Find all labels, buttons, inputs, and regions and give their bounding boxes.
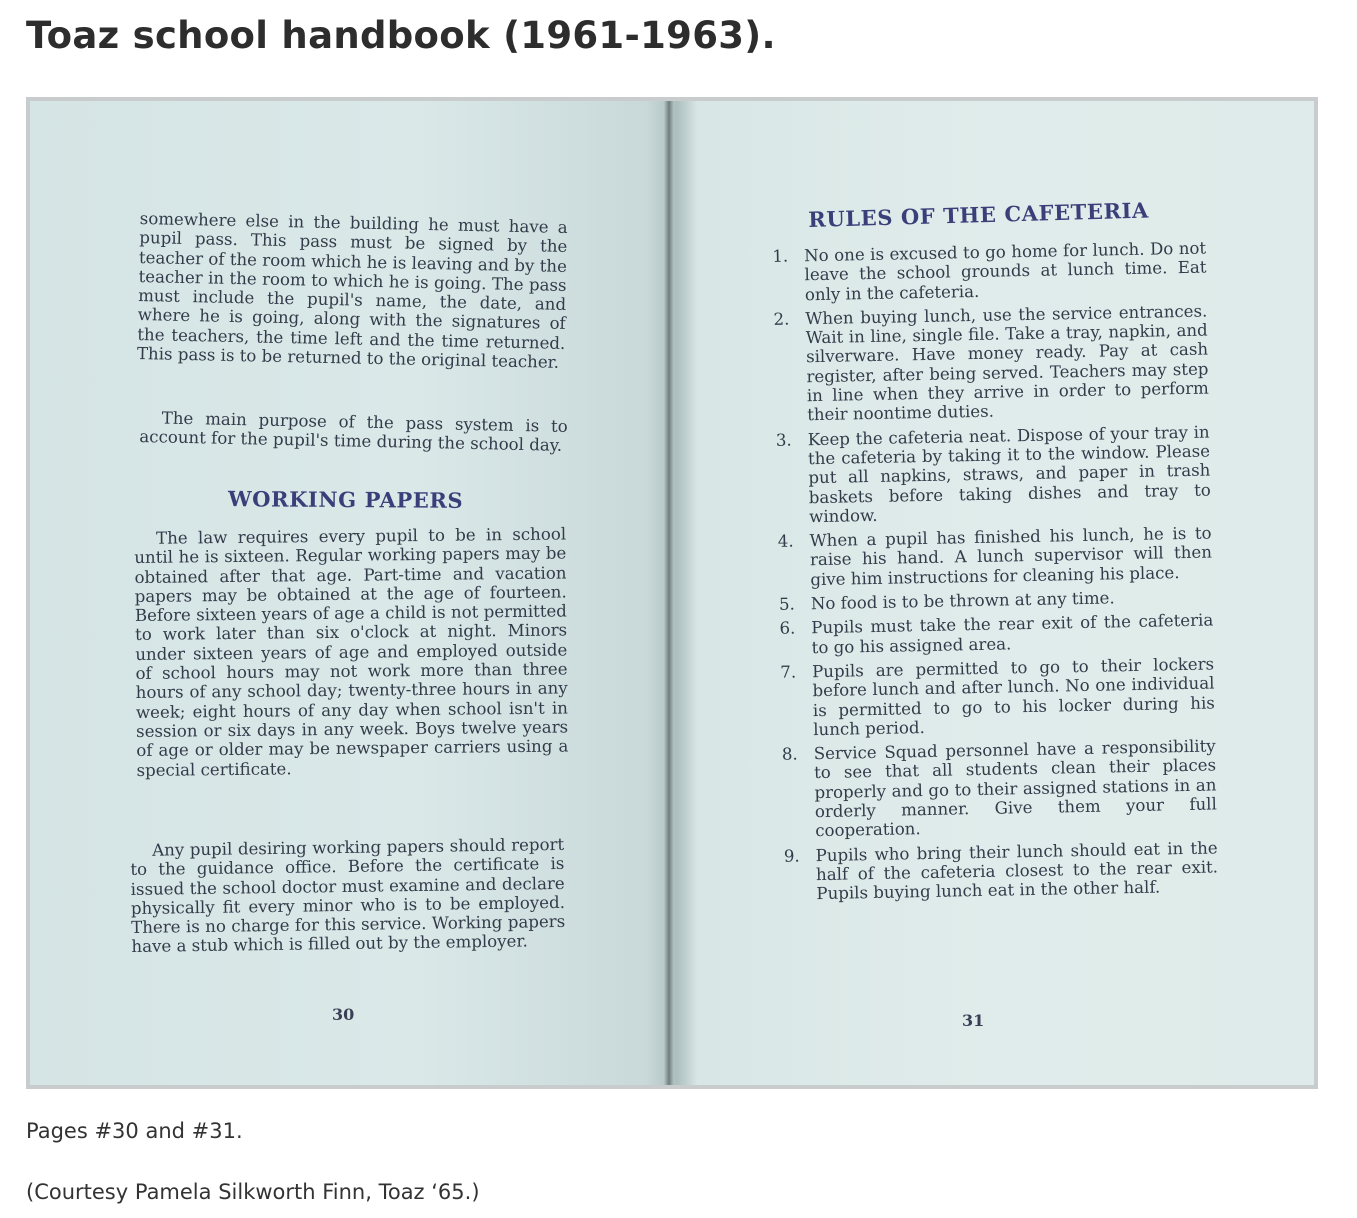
rule-text: No food is to be thrown at any time. [810,588,1115,614]
rule-number: 2. [773,309,790,329]
rule-text: Pupils are permitted to go to their lockers before lunch and after lunch. No one individual is permitted to go to his locker during his lunch period. [811,654,1216,740]
rule-item [767,301,1209,425]
page-title: Toaz school handbook (1961-1963). [26,14,776,57]
book-page-right [674,101,1314,1085]
handbook-photo [26,97,1318,1089]
rule-text: Service Squad personnel have a responsibility to see that all students clean their places properly and go to their assigned stations in an orderly manner. Give them your full cooperation. [813,736,1217,841]
page-number: 30 [332,1005,355,1024]
rule-text: When a pupil has finished his lunch, he is to raise his hand. A lunch supervisor will then give him instructions for cleaning his place. [809,523,1213,589]
page-number: 31 [962,1011,985,1030]
open-book [30,101,1314,1085]
rule-text: Pupils who bring their lunch should eat in the half of the cafeteria closest to the rear exit. Pupils buying lunch eat in the other half. [815,838,1219,904]
working-papers-heading: WORKING PAPERS [227,486,464,513]
rule-text: No one is excused to go home for lunch. Do not leave the school grounds at lunch time. Eat only in the cafeteria. [803,238,1207,304]
rule-number: 4. [777,531,794,551]
rule-item [773,587,1213,615]
rule-number: 8. [781,744,798,764]
rule-number: 7. [780,662,797,682]
rule-item [776,737,1218,842]
rule-item [773,611,1214,658]
rule-item [770,422,1212,527]
pass-purpose-paragraph: The main purpose of the pass system is to account for the pupil's time during the school day. [139,408,568,456]
rule-number: 1. [772,246,789,266]
book-page-left [30,101,664,1085]
rule-item [771,524,1212,590]
rule-item [766,239,1207,305]
rule-item [778,838,1219,904]
rule-text: When buying lunch, use the service entrances. Wait in line, single file. Take a tray, napkin, and silverware. Have money ready. Pay at cash register, after being served. Teachers may step in line when they arrive in order to perform their noontime duties. [805,301,1209,425]
cafeteria-rules-list [766,239,1219,910]
rule-number: 9. [783,846,800,866]
caption-pages: Pages #30 and #31. [26,1119,243,1143]
cafeteria-rules-heading: RULES OF THE CAFETERIA [808,197,1150,232]
pass-paragraph: somewhere else in the building he must have a pupil pass. This pass must be signed by the teacher of the room which he is leaving and by the teacher in the room to which he is going. The pass must include the pupil's name, the date, and where he is going, along with the signatures of the teachers, the time left and the time returned. This pass is to be returned to the original teacher. [136,209,568,372]
rule-text: Pupils must take the rear exit of the cafeteria to go his assigned area. [811,610,1214,657]
rule-text: Keep the cafeteria neat. Dispose of your tray in the cafeteria by taking it to the window. Please put all napkins, straws, and paper in trash baskets before taking dishes and tray to window. [807,422,1211,527]
working-papers-paragraph: Any pupil desiring working papers should report to the guidance office. Before the certificate is issued the school doctor must examine and declare physically fit every minor who is to be employed. There is no charge for this service. Working papers have a stub which is filled out by the employer. [130,834,566,957]
working-papers-paragraph: The law requires every pupil to be in school until he is sixteen. Regular working papers may be obtained after that age. Part-time and vacation papers may be obtained at the age of fourteen. Before sixteen years of age a child is not permitted to work later than six o'clock at night. Minors under sixteen years of age and employed outside of school hours may not work more than three hours of any school day; twenty-three hours in any week; eight hours of any day when school isn't in session or six days in any week. Boys twelve years of age or older may be newspaper carriers using a special certificate. [134,524,569,780]
caption-credit: (Courtesy Pamela Silkworth Finn, Toaz ‘65.) [26,1180,480,1204]
rule-number: 3. [775,430,792,450]
rule-number: 6. [779,618,796,639]
book-spine [664,101,674,1085]
rule-number: 5. [778,594,796,614]
rule-item [774,654,1215,740]
